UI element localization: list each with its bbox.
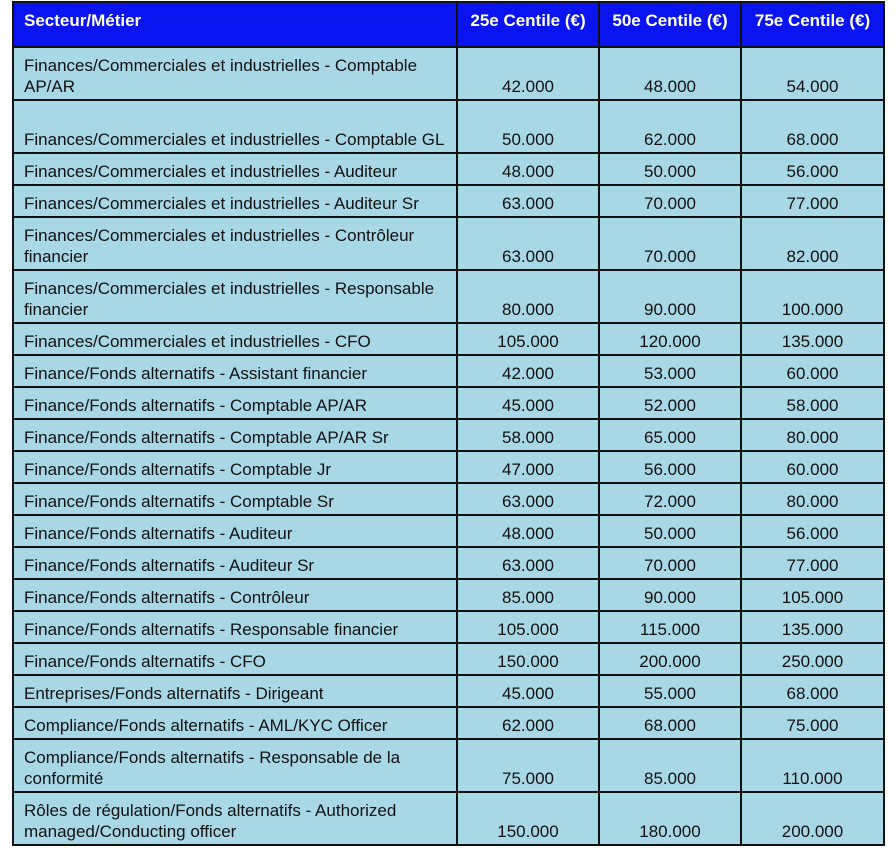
- cell-50th-percentile: 180.000: [599, 792, 741, 845]
- table-row: [13, 792, 884, 845]
- table-row: [13, 387, 884, 419]
- cell-25th-percentile: 48.000: [457, 515, 599, 547]
- cell-25th-percentile: 42.000: [457, 355, 599, 387]
- cell-75th-percentile: 100.000: [741, 270, 884, 323]
- row-label: Finance/Fonds alternatifs - Contrôleur: [13, 579, 457, 611]
- cell-50th-percentile: 115.000: [599, 611, 741, 643]
- cell-50th-percentile: 90.000: [599, 579, 741, 611]
- cell-25th-percentile: 47.000: [457, 451, 599, 483]
- cell-25th-percentile: 63.000: [457, 217, 599, 270]
- cell-75th-percentile: 56.000: [741, 515, 884, 547]
- cell-25th-percentile: 85.000: [457, 579, 599, 611]
- row-label: Finance/Fonds alternatifs - Auditeur: [13, 515, 457, 547]
- cell-50th-percentile: 85.000: [599, 739, 741, 792]
- cell-50th-percentile: 48.000: [599, 47, 741, 100]
- cell-75th-percentile: 56.000: [741, 153, 884, 185]
- cell-75th-percentile: 75.000: [741, 707, 884, 739]
- table-row: [13, 515, 884, 547]
- cell-25th-percentile: 105.000: [457, 323, 599, 355]
- cell-25th-percentile: 105.000: [457, 611, 599, 643]
- table-row: [13, 153, 884, 185]
- row-label: Rôles de régulation/Fonds alternatifs - Authorized managed/Conducting officer: [13, 792, 457, 845]
- table-row: [13, 483, 884, 515]
- cell-25th-percentile: 80.000: [457, 270, 599, 323]
- cell-75th-percentile: 200.000: [741, 792, 884, 845]
- table-row: [13, 611, 884, 643]
- cell-75th-percentile: 58.000: [741, 387, 884, 419]
- header-25th-percentile: 25e Centile (€): [457, 2, 599, 47]
- cell-50th-percentile: 55.000: [599, 675, 741, 707]
- header-sector-job: Secteur/Métier: [13, 2, 457, 47]
- row-label: Finance/Fonds alternatifs - CFO: [13, 643, 457, 675]
- header-75th-percentile: 75e Centile (€): [741, 2, 884, 47]
- row-label: Compliance/Fonds alternatifs - Responsable de la conformité: [13, 739, 457, 792]
- cell-75th-percentile: 110.000: [741, 739, 884, 792]
- table-row: [13, 707, 884, 739]
- cell-75th-percentile: 80.000: [741, 483, 884, 515]
- table-row: [13, 451, 884, 483]
- cell-50th-percentile: 70.000: [599, 547, 741, 579]
- row-label: Finance/Fonds alternatifs - Comptable Jr: [13, 451, 457, 483]
- table-row: [13, 547, 884, 579]
- cell-75th-percentile: 60.000: [741, 355, 884, 387]
- cell-25th-percentile: 62.000: [457, 707, 599, 739]
- cell-25th-percentile: 45.000: [457, 675, 599, 707]
- table-row: [13, 579, 884, 611]
- cell-50th-percentile: 70.000: [599, 185, 741, 217]
- cell-50th-percentile: 50.000: [599, 515, 741, 547]
- cell-50th-percentile: 53.000: [599, 355, 741, 387]
- table-row: [13, 643, 884, 675]
- cell-50th-percentile: 62.000: [599, 100, 741, 153]
- cell-25th-percentile: 150.000: [457, 643, 599, 675]
- cell-25th-percentile: 63.000: [457, 547, 599, 579]
- cell-25th-percentile: 45.000: [457, 387, 599, 419]
- cell-50th-percentile: 90.000: [599, 270, 741, 323]
- cell-50th-percentile: 72.000: [599, 483, 741, 515]
- header-row: [13, 2, 884, 47]
- table-row: [13, 270, 884, 323]
- cell-75th-percentile: 80.000: [741, 419, 884, 451]
- table-row: [13, 100, 884, 153]
- cell-50th-percentile: 65.000: [599, 419, 741, 451]
- cell-25th-percentile: 50.000: [457, 100, 599, 153]
- row-label: Finance/Fonds alternatifs - Auditeur Sr: [13, 547, 457, 579]
- cell-50th-percentile: 70.000: [599, 217, 741, 270]
- row-label: Finance/Fonds alternatifs - Responsable financier: [13, 611, 457, 643]
- table-row: [13, 185, 884, 217]
- row-label: Finances/Commerciales et industrielles - CFO: [13, 323, 457, 355]
- table-row: [13, 675, 884, 707]
- cell-25th-percentile: 58.000: [457, 419, 599, 451]
- cell-75th-percentile: 82.000: [741, 217, 884, 270]
- table-row: [13, 217, 884, 270]
- row-label: Finances/Commerciales et industrielles - Comptable GL: [13, 100, 457, 153]
- row-label: Finance/Fonds alternatifs - Comptable AP/AR Sr: [13, 419, 457, 451]
- table-row: [13, 323, 884, 355]
- cell-25th-percentile: 75.000: [457, 739, 599, 792]
- header-50th-percentile: 50e Centile (€): [599, 2, 741, 47]
- cell-50th-percentile: 52.000: [599, 387, 741, 419]
- row-label: Finances/Commerciales et industrielles - Contrôleur financier: [13, 217, 457, 270]
- cell-25th-percentile: 48.000: [457, 153, 599, 185]
- cell-75th-percentile: 68.000: [741, 675, 884, 707]
- cell-25th-percentile: 63.000: [457, 483, 599, 515]
- cell-75th-percentile: 105.000: [741, 579, 884, 611]
- row-label: Entreprises/Fonds alternatifs - Dirigeant: [13, 675, 457, 707]
- salary-table: [12, 1, 885, 846]
- table-row: [13, 739, 884, 792]
- cell-50th-percentile: 120.000: [599, 323, 741, 355]
- row-label: Finance/Fonds alternatifs - Assistant financier: [13, 355, 457, 387]
- table-row: [13, 47, 884, 100]
- row-label: Finances/Commerciales et industrielles - Auditeur: [13, 153, 457, 185]
- table-row: [13, 355, 884, 387]
- cell-50th-percentile: 50.000: [599, 153, 741, 185]
- cell-75th-percentile: 135.000: [741, 611, 884, 643]
- row-label: Compliance/Fonds alternatifs - AML/KYC Officer: [13, 707, 457, 739]
- cell-75th-percentile: 60.000: [741, 451, 884, 483]
- cell-25th-percentile: 63.000: [457, 185, 599, 217]
- cell-25th-percentile: 42.000: [457, 47, 599, 100]
- cell-25th-percentile: 150.000: [457, 792, 599, 845]
- cell-75th-percentile: 68.000: [741, 100, 884, 153]
- cell-75th-percentile: 77.000: [741, 185, 884, 217]
- cell-75th-percentile: 77.000: [741, 547, 884, 579]
- row-label: Finance/Fonds alternatifs - Comptable AP/AR: [13, 387, 457, 419]
- row-label: Finances/Commerciales et industrielles - Responsable financier: [13, 270, 457, 323]
- cell-50th-percentile: 68.000: [599, 707, 741, 739]
- cell-75th-percentile: 250.000: [741, 643, 884, 675]
- table-row: [13, 419, 884, 451]
- cell-50th-percentile: 200.000: [599, 643, 741, 675]
- row-label: Finances/Commerciales et industrielles - Auditeur Sr: [13, 185, 457, 217]
- cell-75th-percentile: 135.000: [741, 323, 884, 355]
- table-body: [13, 47, 884, 845]
- row-label: Finances/Commerciales et industrielles - Comptable AP/AR: [13, 47, 457, 100]
- cell-75th-percentile: 54.000: [741, 47, 884, 100]
- table-header: [13, 2, 884, 47]
- row-label: Finance/Fonds alternatifs - Comptable Sr: [13, 483, 457, 515]
- cell-50th-percentile: 56.000: [599, 451, 741, 483]
